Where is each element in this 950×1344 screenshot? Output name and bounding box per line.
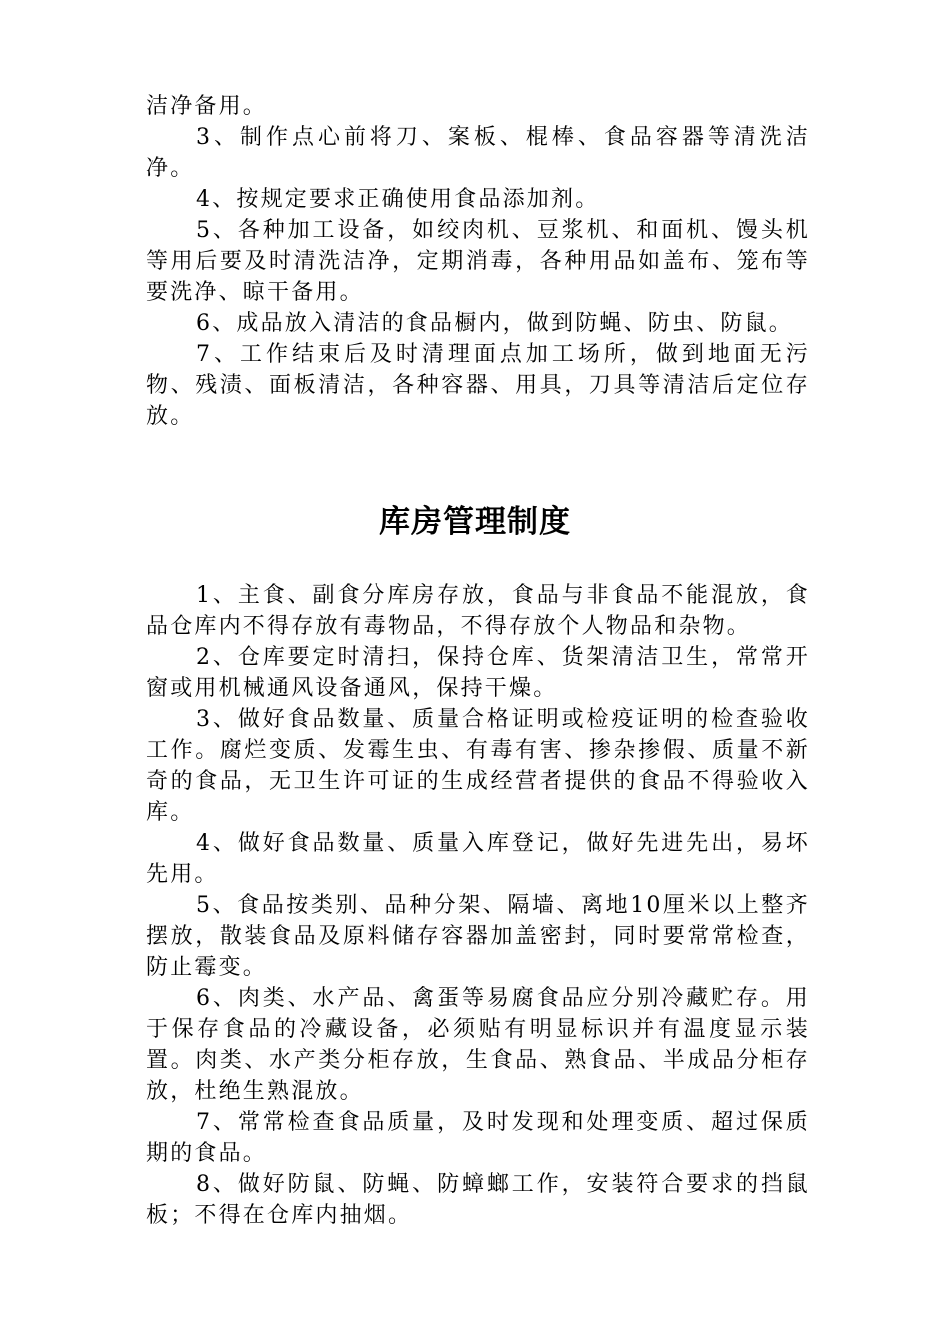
section-title: 库房管理制度 [379,504,571,540]
pastry-rules-continued [146,91,810,432]
paragraph: 6、肉类、水产品、禽蛋等易腐食品应分别冷藏贮存。用于保存食品的冷藏设备，必须贴有明显标识并有温度显示装置。肉类、水产类分柜存放，生食品、熟食品、半成品分柜存放，杜绝生熟混放。 [146,986,810,1104]
paragraph: 4、做好食品数量、质量入库登记，做好先进先出，易坏先用。 [146,831,810,887]
paragraph: 3、做好食品数量、质量合格证明或检疫证明的检查验收工作。腐烂变质、发霉生虫、有毒有害、掺杂掺假、质量不新奇的食品，无卫生许可证的生成经营者提供的食品不得验收入库。 [146,707,810,825]
paragraph: 5、食品按类别、品种分架、隔墙、离地10厘米以上整齐摆放，散装食品及原料储存容器加盖密封，同时要常常检查，防止霉变。 [146,893,810,980]
paragraph: 4、按规定要求正确使用食品添加剂。 [196,187,600,212]
paragraph: 1、主食、副食分库房存放，食品与非食品不能混放，食品仓库内不得存放有毒物品，不得存放个人物品和杂物。 [146,583,810,639]
paragraph: 6、成品放入清洁的食品橱内，做到防蝇、防虫、防鼠。 [196,311,793,336]
paragraph: 7、常常检查食品质量，及时发现和处理变质、超过保质期的食品。 [146,1110,810,1166]
paragraph: 3、制作点心前将刀、案板、棍棒、食品容器等清洗洁净。 [146,125,810,181]
paragraph: 8、做好防鼠、防蝇、防蟑螂工作，安装符合要求的挡鼠板；不得在仓库内抽烟。 [146,1172,810,1228]
paragraph: 5、各种加工设备，如绞肉机、豆浆机、和面机、馒头机等用后要及时清洗洁净，定期消毒，各种用品如盖布、笼布等要洗净、晾干备用。 [146,218,810,305]
paragraph: 洁净备用。 [146,94,268,119]
paragraph: 2、仓库要定时清扫，保持仓库、货架清洁卫生，常常开窗或用机械通风设备通风，保持干燥。 [146,645,810,701]
paragraph: 7、工作结束后及时清理面点加工场所，做到地面无污物、残渍、面板清洁，各种容器、用具，刀具等清洁后定位存放。 [146,342,810,429]
warehouse-rules [146,580,810,1231]
